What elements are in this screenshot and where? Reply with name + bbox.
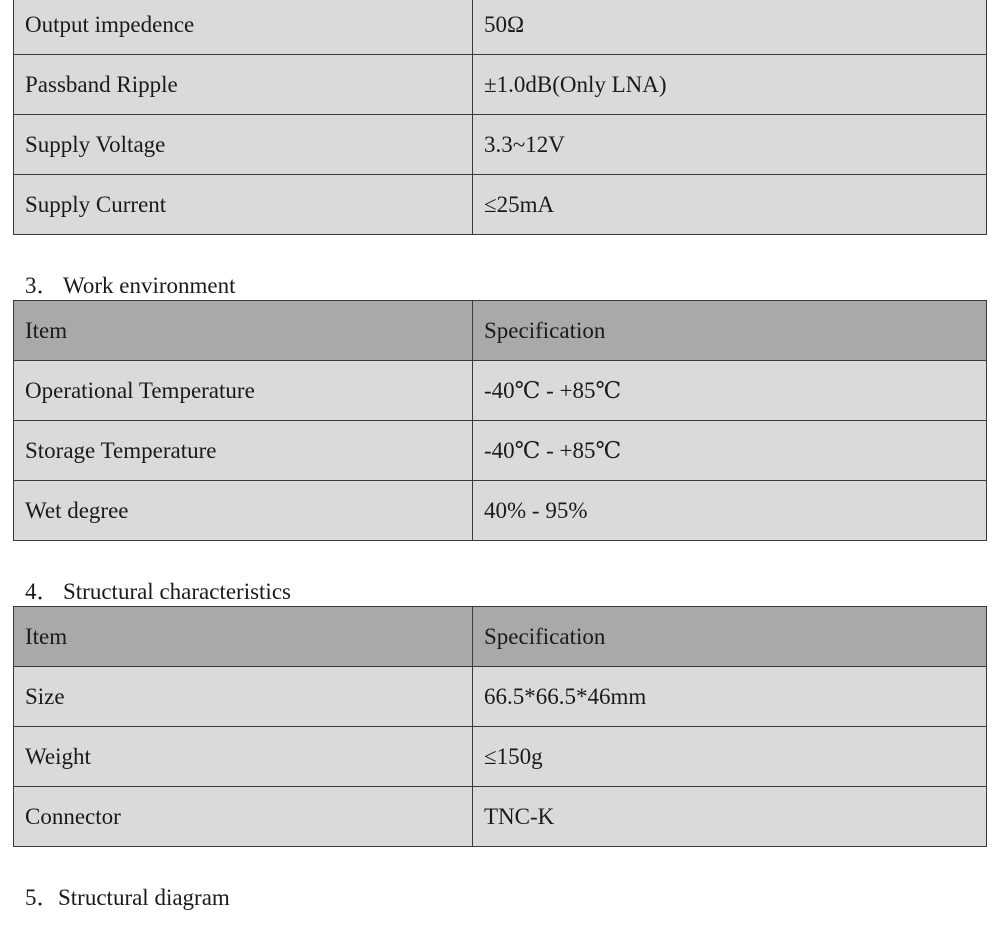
- item-cell: Connector: [14, 787, 473, 847]
- table-header-row: [14, 607, 987, 667]
- table-row: [14, 55, 987, 115]
- section-heading-structural-diagram: [25, 884, 230, 912]
- header-item: Item: [14, 607, 473, 667]
- item-cell: Operational Temperature: [14, 361, 473, 421]
- spec-cell: 3.3~12V: [473, 115, 987, 175]
- item-cell: Storage Temperature: [14, 421, 473, 481]
- item-cell: Weight: [14, 727, 473, 787]
- section-heading-work-environment: [25, 272, 236, 300]
- table-row: [14, 667, 987, 727]
- spec-cell: ±1.0dB(Only LNA): [473, 55, 987, 115]
- spec-cell: ≤25mA: [473, 175, 987, 235]
- section-number: 3．: [25, 273, 60, 298]
- work-environment-table: [13, 300, 987, 541]
- spec-cell: 50Ω: [473, 0, 987, 55]
- spec-cell: TNC-K: [473, 787, 987, 847]
- electrical-spec-table: [13, 0, 987, 235]
- section-title: Work environment: [63, 273, 236, 298]
- header-item: Item: [14, 301, 473, 361]
- table-row: [14, 421, 987, 481]
- section-heading-structural-characteristics: [25, 578, 291, 606]
- table-row: [14, 361, 987, 421]
- spec-cell: -40℃ - +85℃: [473, 421, 987, 481]
- section-number: 4．: [25, 579, 60, 604]
- spec-cell: -40℃ - +85℃: [473, 361, 987, 421]
- table-row: [14, 175, 987, 235]
- table-row: [14, 115, 987, 175]
- section-title: Structural diagram: [58, 885, 230, 910]
- structural-characteristics-table: [13, 606, 987, 847]
- header-specification: Specification: [473, 301, 987, 361]
- item-cell: Size: [14, 667, 473, 727]
- table-row: [14, 727, 987, 787]
- section-title: Structural characteristics: [63, 579, 291, 604]
- section-number: 5．: [25, 885, 60, 910]
- table-row: [14, 0, 987, 55]
- table-row: [14, 787, 987, 847]
- item-cell: Supply Voltage: [14, 115, 473, 175]
- item-cell: Wet degree: [14, 481, 473, 541]
- spec-cell: ≤150g: [473, 727, 987, 787]
- spec-cell: 40% - 95%: [473, 481, 987, 541]
- item-cell: Passband Ripple: [14, 55, 473, 115]
- table-row: [14, 481, 987, 541]
- item-cell: Supply Current: [14, 175, 473, 235]
- spec-cell: 66.5*66.5*46mm: [473, 667, 987, 727]
- table-header-row: [14, 301, 987, 361]
- header-specification: Specification: [473, 607, 987, 667]
- item-cell: Output impedence: [14, 0, 473, 55]
